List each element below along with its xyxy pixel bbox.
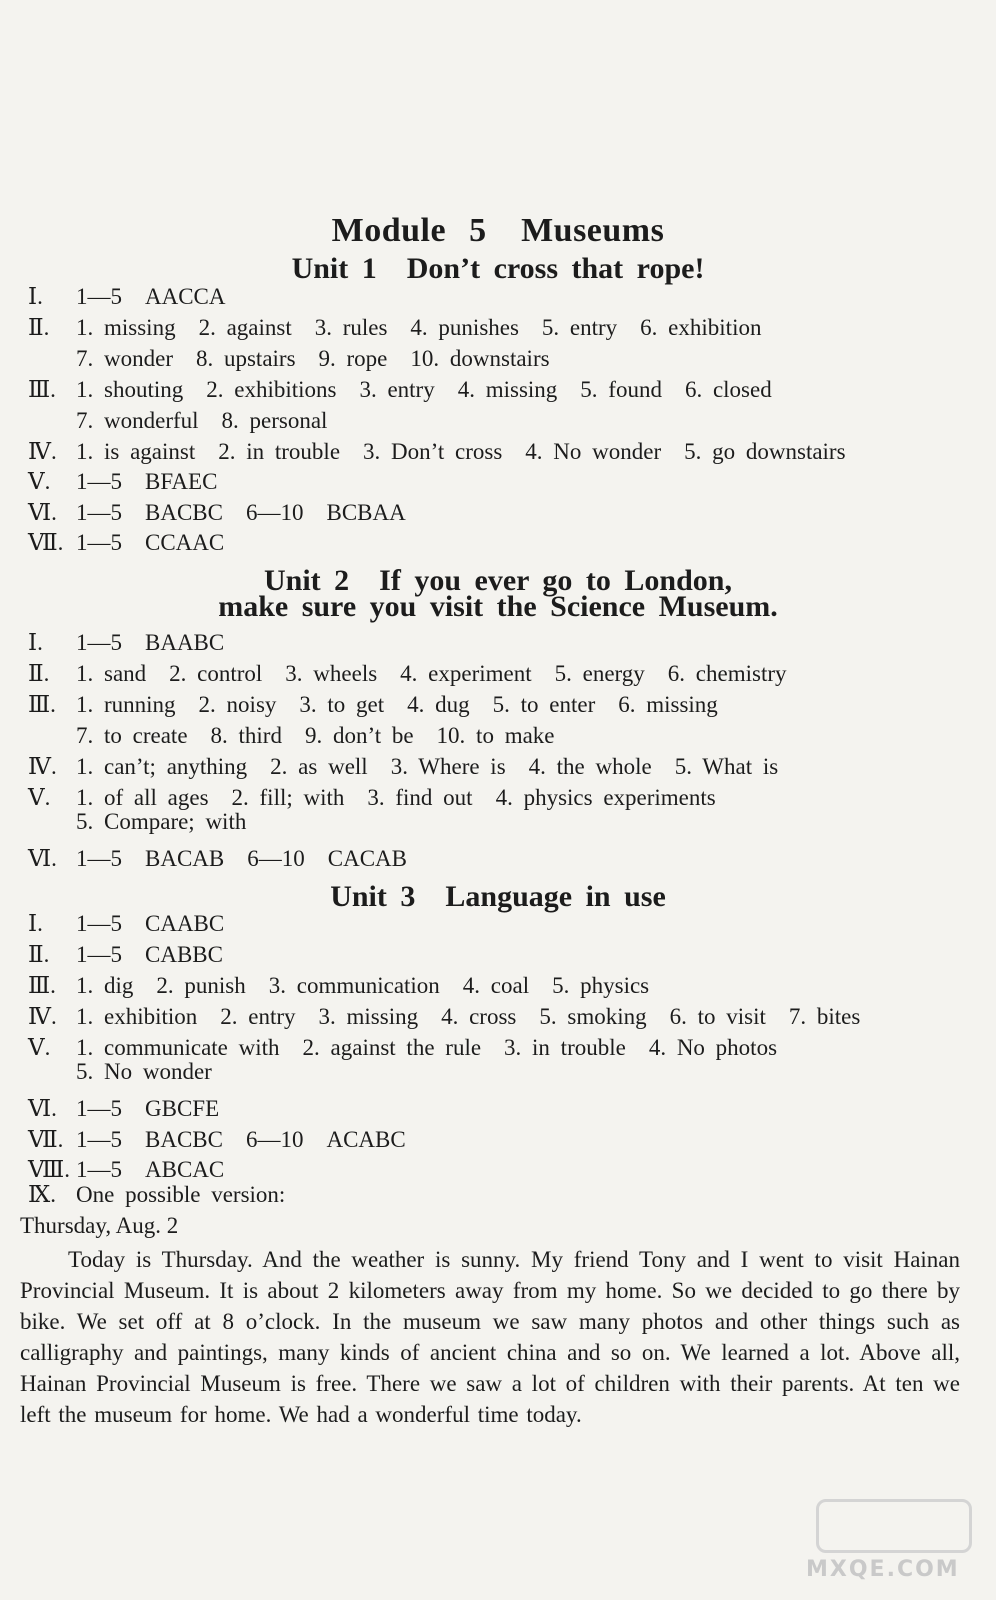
item-numeral: Ⅶ. [28, 530, 64, 555]
unit-3-item-3 [28, 967, 649, 1000]
unit-2-item-1 [28, 624, 224, 657]
unit-2-item-4 [28, 748, 778, 781]
watermark-text: MXQE.COM [806, 1557, 960, 1582]
item-numeral: Ⅲ. [28, 973, 56, 998]
unit-3-item-5-cont: 5. No wonder [76, 1059, 212, 1084]
answer-text: 1—5 BACAB 6—10 CACAB [76, 846, 407, 871]
answer-text: 1. dig 2. punish 3. communication 4. coal 5. physics [76, 973, 650, 998]
item-numeral: Ⅳ. [28, 754, 57, 779]
unit-1-item-6 [28, 494, 406, 527]
unit-3-item-2 [28, 936, 223, 969]
answer-text: 1. of all ages 2. fill; with 3. find out 4. physics experiments [76, 785, 716, 810]
answer-text: 1—5 BAABC [76, 630, 225, 655]
answer-text: 1—5 CABBC [76, 942, 223, 967]
unit-2-item-5 [28, 779, 716, 812]
answer-text: 1—5 BACBC 6—10 BCBAA [76, 500, 406, 525]
unit-2-item-3-cont: 7. to create 8. third 9. don’t be 10. to make [76, 723, 555, 748]
essay-date: Thursday, Aug. 2 [20, 1213, 179, 1238]
unit-3-title: Unit 3 Language in use [330, 880, 666, 913]
unit-2-item-3 [28, 686, 718, 719]
unit-2-item-2 [28, 655, 787, 688]
answer-text: 1—5 CCAAC [76, 530, 225, 555]
unit-1-item-3 [28, 371, 772, 404]
unit-1-item-2 [28, 309, 761, 342]
unit-2-title-line-2: make sure you visit the Science Museum. [218, 590, 778, 623]
answer-text: 1—5 BFAEC [76, 469, 218, 494]
unit-1-item-4 [28, 433, 846, 466]
answer-text: One possible version: [76, 1182, 286, 1207]
unit-3-item-4 [28, 998, 860, 1031]
unit-3-item-9 [28, 1182, 285, 1208]
item-numeral: Ⅴ. [28, 785, 51, 810]
unit-2-title-line-1: Unit 2 If you ever go to London, [264, 564, 732, 597]
item-numeral: Ⅶ. [28, 1127, 64, 1152]
essay-body: Today is Thursday. And the weather is sunny. My friend Tony and I went to visit Hainan Provincial Museum. It is about 2 kilometers away from my home. So we decided to go there by bike. We set off at 8 o’clock. In the museum we saw many photos and other things such as calligraphy and paintings, many kinds of ancient china and so on. We learned a lot. Above all, Hainan Provincial Museum is free. There we saw a lot of children with their parents. At ten we left the museum for home. We had a wonderful time today. [20, 1247, 960, 1427]
answer-text: 1. communicate with 2. against the rule 3. in trouble 4. No photos [76, 1035, 778, 1060]
unit-1-item-2-cont: 7. wonder 8. upstairs 9. rope 10. downstairs [76, 346, 550, 371]
item-numeral: Ⅳ. [28, 439, 57, 464]
item-numeral: Ⅵ. [28, 1096, 57, 1121]
answer-text: 1—5 ABCAC [76, 1157, 225, 1182]
item-numeral: Ⅱ. [28, 315, 50, 340]
item-numeral: Ⅰ. [28, 630, 43, 655]
unit-3-item-5 [28, 1029, 777, 1062]
item-numeral: Ⅱ. [28, 661, 50, 686]
unit-2-item-5-cont: 5. Compare; with [76, 809, 247, 834]
unit-3-item-6 [28, 1090, 219, 1123]
item-numeral: Ⅲ. [28, 692, 56, 717]
unit-2-item-6 [28, 840, 407, 873]
unit-1-item-1 [28, 278, 226, 311]
watermark-logo-icon [816, 1499, 972, 1553]
answer-text: 1. exhibition 2. entry 3. missing 4. cross 5. smoking 6. to visit 7. bites [76, 1004, 861, 1029]
answer-text: 1. is against 2. in trouble 3. Don’t cross 4. No wonder 5. go downstairs [76, 439, 846, 464]
item-numeral: Ⅷ. [28, 1157, 70, 1182]
unit-1-item-5 [28, 463, 217, 496]
item-numeral: Ⅵ. [28, 500, 57, 525]
answer-text: 1. missing 2. against 3. rules 4. punishes 5. entry 6. exhibition [76, 315, 762, 340]
item-numeral: Ⅲ. [28, 377, 56, 402]
item-numeral: Ⅰ. [28, 284, 43, 309]
item-numeral: Ⅰ. [28, 911, 43, 936]
item-numeral: Ⅴ. [28, 469, 51, 494]
unit-1-title: Unit 1 Don’t cross that rope! [291, 252, 705, 285]
unit-3-item-1 [28, 905, 224, 938]
answer-text: 1. can’t; anything 2. as well 3. Where is 4. the whole 5. What is [76, 754, 779, 779]
item-numeral: Ⅳ. [28, 1004, 57, 1029]
item-numeral: Ⅱ. [28, 942, 50, 967]
answer-text: 1. running 2. noisy 3. to get 4. dug 5. to enter 6. missing [76, 692, 718, 717]
unit-3-item-8 [28, 1151, 224, 1184]
item-numeral: Ⅸ. [28, 1182, 56, 1207]
answer-text: 1—5 BACBC 6—10 ACABC [76, 1127, 406, 1152]
answer-text: 1. shouting 2. exhibitions 3. entry 4. missing 5. found 6. closed [76, 377, 772, 402]
site-watermark [806, 1499, 972, 1582]
module-title: Module 5 Museums [331, 212, 665, 249]
unit-1-item-3-cont: 7. wonderful 8. personal [76, 408, 328, 433]
unit-1-item-7 [28, 524, 224, 557]
unit-3-item-7 [28, 1121, 406, 1154]
answer-text: 1. sand 2. control 3. wheels 4. experiment 5. energy 6. chemistry [76, 661, 787, 686]
item-numeral: Ⅵ. [28, 846, 57, 871]
answer-text: 1—5 GBCFE [76, 1096, 220, 1121]
answer-text: 1—5 CAABC [76, 911, 225, 936]
item-numeral: Ⅴ. [28, 1035, 51, 1060]
answer-text: 1—5 AACCA [76, 284, 226, 309]
